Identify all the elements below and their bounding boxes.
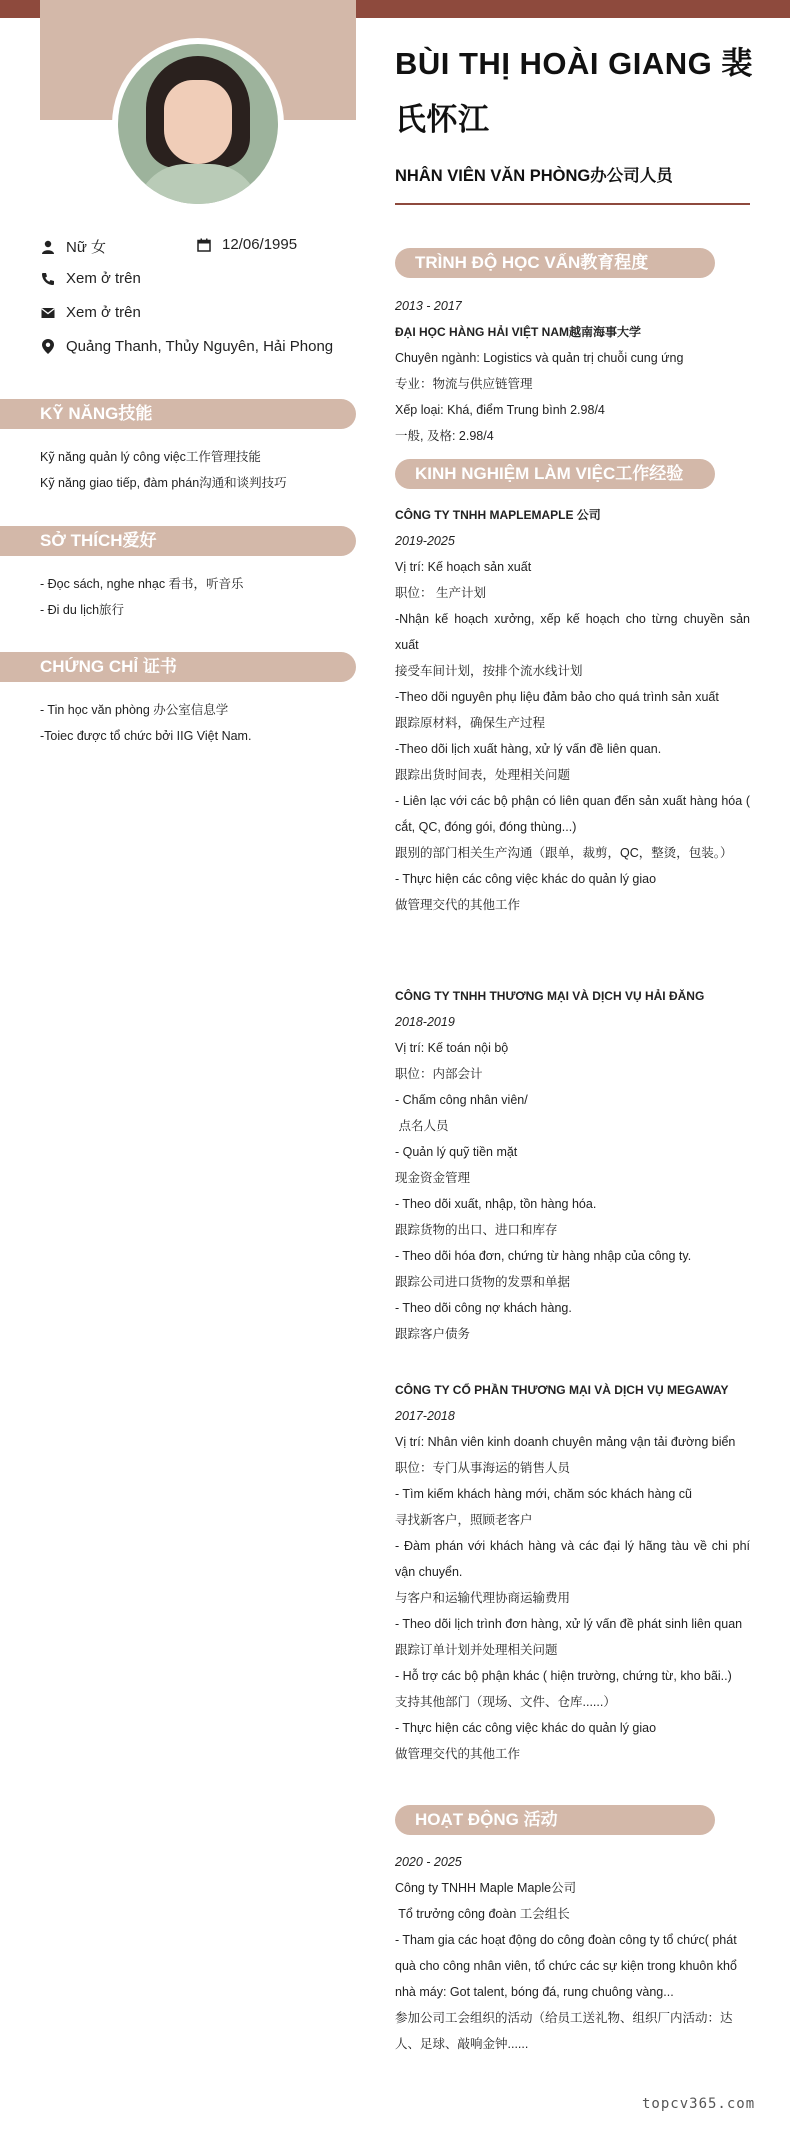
education-school: ĐẠI HỌC HÀNG HẢI VIỆT NAM越南海事大学 [395, 325, 642, 339]
avatar-photo [118, 44, 278, 204]
footer-watermark: topcv365.com [642, 2096, 756, 2112]
list-item: - Tin học văn phòng 办公室信息学 [40, 703, 229, 717]
job-line: 接受车间计划，按排个流水线计划 [395, 664, 583, 678]
job-line: 与客户和运输代理协商运输费用 [395, 1591, 571, 1605]
job-title: NHÂN VIÊN VĂN PHÒNG办公司人员 [395, 167, 673, 185]
education-heading: TRÌNH ĐỘ HỌC VẤN教育程度 [395, 248, 715, 278]
job-line: 支持其他部门（现场、文件、仓库......） [395, 1695, 616, 1709]
address-text: Quảng Thanh, Thủy Nguyên, Hải Phong [66, 338, 334, 355]
job-line: -Nhận kế hoạch xưởng, xếp kế hoạch cho từng chuyền sản xuất [395, 612, 750, 652]
job-hai-dang [395, 983, 750, 1347]
job-period: 2017-2018 [395, 1409, 455, 1423]
job-line: -Theo dõi lịch xuất hàng, xử lý vấn đề liên quan. [395, 742, 662, 756]
avatar [112, 38, 284, 210]
job-line: 跟踪公司进口货物的发票和单据 [395, 1275, 571, 1289]
phone-info [40, 270, 141, 287]
job-line: - Hỗ trợ các bộ phận khác ( hiện trường, chứng từ, kho bãi..) [395, 1669, 732, 1683]
job-line: 寻找新客户，照顾老客户 [395, 1513, 533, 1527]
job-line: 跟踪客户债务 [395, 1327, 471, 1341]
job-line: Vị trí: Nhân viên kinh doanh chuyên mảng vận tải đường biển [395, 1435, 736, 1449]
dob-text: 12/06/1995 [222, 236, 298, 253]
job-period: 2019-2025 [395, 534, 455, 548]
education-line: 专业：物流与供应链管理 [395, 377, 533, 391]
education-line: Chuyên ngành: Logistics và quản trị chuỗi cung ứng [395, 351, 684, 365]
certificates-heading: CHỨNG CHỈ 证书 [0, 652, 356, 682]
person-icon [40, 239, 56, 255]
list-item: Kỹ năng giao tiếp, đàm phán沟通和谈判技巧 [40, 476, 287, 490]
job-company: CÔNG TY CỔ PHẦN THƯƠNG MẠI VÀ DỊCH VỤ MEGAWAY [395, 1383, 729, 1397]
job-period: 2018-2019 [395, 1015, 455, 1029]
job-line: 现金资金管理 [395, 1171, 471, 1185]
job-line: - Quản lý quỹ tiền mặt [395, 1145, 518, 1159]
activities-line: - Tham gia các hoạt động do công đoàn công ty tổ chức( phát quà cho công nhân viên, tổ chức các sự kiện trong khuôn khổ nhà máy: Got talent, bóng đá, rung chuông vàng... [395, 1933, 737, 1999]
map-pin-icon [40, 339, 56, 355]
education-line: 一般, 及格: 2.98/4 [395, 429, 494, 443]
skills-heading: KỸ NĂNG技能 [0, 399, 356, 429]
job-line: - Đàm phán với khách hàng và các đại lý hãng tàu về chi phí vận chuyển. [395, 1539, 750, 1579]
phone-icon [40, 271, 56, 287]
job-line: 跟踪出货时间表，处理相关问题 [395, 768, 571, 782]
job-company: CÔNG TY TNHH MAPLEMAPLE 公司 [395, 508, 601, 522]
job-line: 点名人员 [395, 1119, 449, 1133]
experience-heading: KINH NGHIỆM LÀM VIỆC工作经验 [395, 459, 715, 489]
activities-heading: HOẠT ĐỘNG 活动 [395, 1805, 715, 1835]
job-line: - Theo dõi xuất, nhập, tồn hàng hóa. [395, 1197, 597, 1211]
phone-text: Xem ở trên [66, 270, 141, 287]
job-line: -Theo dõi nguyên phụ liệu đảm bảo cho quá trình sản xuất [395, 690, 719, 704]
job-line: 职位：内部会计 [395, 1067, 483, 1081]
job-line: 做管理交代的其他工作 [395, 1747, 521, 1761]
dob-info [196, 236, 297, 253]
job-line: - Thực hiện các công việc khác do quản lý giao [395, 1721, 657, 1735]
job-megaway [395, 1377, 750, 1767]
avatar-face [164, 80, 232, 164]
address-info [40, 338, 333, 355]
email-info [40, 304, 141, 321]
education-line: Xếp loại: Khá, điểm Trung bình 2.98/4 [395, 403, 605, 417]
job-company: CÔNG TY TNHH THƯƠNG MẠI VÀ DỊCH VỤ HẢI ĐĂNG [395, 989, 705, 1003]
activities-line: 参加公司工会组织的活动（给员工送礼物、组织厂内活动：达人、足球、敲响金钟...... [395, 2011, 733, 2051]
job-maplemaple [395, 502, 750, 918]
job-line: - Tìm kiếm khách hàng mới, chăm sóc khách hàng cũ [395, 1487, 692, 1501]
list-item: - Đọc sách, nghe nhạc 看书，听音乐 [40, 577, 244, 591]
activities-block [395, 1849, 750, 2057]
list-item: - Đi du lịch旅行 [40, 603, 125, 617]
hobbies-list [40, 571, 356, 623]
avatar-shirt [136, 164, 260, 204]
job-line: 跟踪货物的出口、进口和库存 [395, 1223, 558, 1237]
email-text: Xem ở trên [66, 304, 141, 321]
activities-line: Công ty TNHH Maple Maple公司 [395, 1881, 577, 1895]
envelope-icon [40, 305, 56, 321]
activities-line: Tổ trưởng công đoàn 工会组长 [395, 1907, 570, 1921]
list-item: Kỹ năng quản lý công việc工作管理技能 [40, 450, 261, 464]
list-item: -Toiec được tổ chức bởi IIG Việt Nam. [40, 729, 252, 743]
job-line: Vị trí: Kế hoạch sản xuất [395, 560, 532, 574]
header-divider [395, 203, 750, 205]
job-line: - Theo dõi hóa đơn, chứng từ hàng nhập của công ty. [395, 1249, 692, 1263]
job-line: 跟踪原材料，确保生产过程 [395, 716, 546, 730]
gender-text: Nữ 女 [66, 239, 107, 256]
calendar-icon [196, 237, 212, 253]
skills-list [40, 444, 356, 496]
job-line: 职位： 生产计划 [395, 586, 486, 600]
job-line: 做管理交代的其他工作 [395, 898, 521, 912]
job-line: 跟别的部门相关生产沟通（跟单，裁剪，QC，整烫，包装。） [395, 846, 733, 860]
job-line: Vị trí: Kế toán nội bộ [395, 1041, 509, 1055]
job-line: - Theo dõi lịch trình đơn hàng, xử lý vấn đề phát sinh liên quan [395, 1617, 743, 1631]
activities-period: 2020 - 2025 [395, 1855, 462, 1869]
job-line: - Liên lạc với các bộ phận có liên quan đến sản xuất hàng hóa ( cắt, QC, đóng gói, đóng thùng...) [395, 794, 750, 834]
job-line: - Thực hiện các công việc khác do quản lý giao [395, 872, 657, 886]
full-name: BÙI THỊ HOÀI GIANG 裴氏怀江 [395, 46, 753, 137]
education-period: 2013 - 2017 [395, 299, 462, 313]
job-line: 职位：专门从事海运的销售人员 [395, 1461, 571, 1475]
job-line: - Chấm công nhân viên/ [395, 1093, 528, 1107]
gender-info [40, 236, 106, 257]
certificates-list [40, 697, 356, 749]
hobbies-heading: SỞ THÍCH爱好 [0, 526, 356, 556]
education-block [395, 293, 750, 449]
job-line: - Theo dõi công nợ khách hàng. [395, 1301, 572, 1315]
job-line: 跟踪订单计划并处理相关问题 [395, 1643, 558, 1657]
